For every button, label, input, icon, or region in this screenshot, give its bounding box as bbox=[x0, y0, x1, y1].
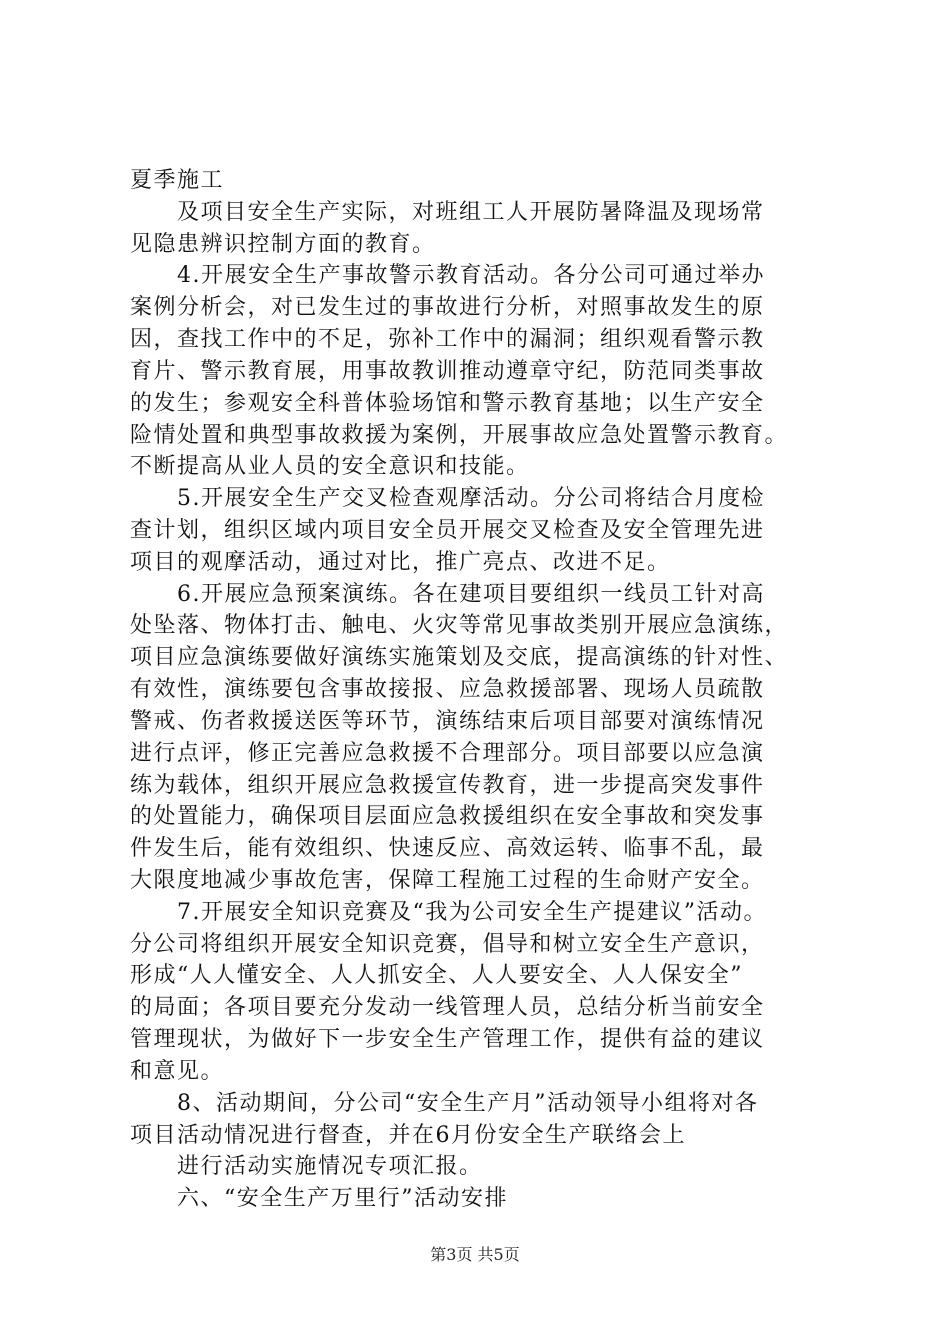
text-line: 见隐患辨识控制方面的教育。 bbox=[130, 232, 436, 257]
text-line: 夏季施工 bbox=[130, 168, 225, 193]
text-line: 案例分析会，对已发生过的事故进行分析，对照事故发生的原 bbox=[130, 295, 765, 320]
text-line: 有效性，演练要包含事故接报、应急救援部署、现场人员疏散 bbox=[130, 677, 765, 702]
text-line: 项目应急演练要做好演练实施策划及交底，提高演练的针对性、 bbox=[130, 645, 789, 670]
text-line: 的发生；参观安全科普体验场馆和警示教育基地；以生产安全 bbox=[130, 391, 765, 416]
text-line: 不断提高从业人员的安全意识和技能。 bbox=[130, 454, 530, 479]
text-line: 及项目安全生产实际，对班组工人开展防暑降温及现场常 bbox=[130, 200, 765, 225]
text-line: 5.开展安全生产交叉检查观摩活动。分公司将结合月度检 bbox=[130, 486, 765, 511]
text-line: 6.开展应急预案演练。各在建项目要组织一线员工针对高 bbox=[130, 582, 765, 607]
text-line: 六、“安全生产万里行”活动安排 bbox=[130, 1186, 508, 1211]
text-line: 练为载体，组织开展应急救援宣传教育，进一步提高突发事件 bbox=[130, 773, 765, 798]
text-line: 警戒、伤者救援送医等环节，演练结束后项目部要对演练情况 bbox=[130, 709, 765, 734]
text-line: 因，查找工作中的不足，弥补工作中的漏洞；组织观看警示教 bbox=[130, 327, 765, 352]
text-line: 的处置能力，确保项目层面应急救援组织在安全事故和突发事 bbox=[130, 804, 765, 829]
text-line: 大限度地减少事故危害，保障工程施工过程的生命财产安全。 bbox=[130, 868, 765, 893]
text-line: 4.开展安全生产事故警示教育活动。各分公司可通过举办 bbox=[130, 263, 765, 288]
text-line: 育片、警示教育展，用事故教训推动遵章守纪，防范同类事故 bbox=[130, 359, 765, 384]
text-line: 进行活动实施情况专项汇报。 bbox=[130, 1154, 483, 1179]
page-number-footer: 第3页 共5页 bbox=[430, 1245, 520, 1264]
text-line: 项目活动情况进行督查，并在6月份安全生产联络会上 bbox=[130, 1123, 686, 1148]
text-line: 处坠落、物体打击、触电、火灾等常见事故类别开展应急演练， bbox=[130, 613, 789, 638]
text-line: 分公司将组织开展安全知识竞赛，倡导和树立安全生产意识， bbox=[130, 932, 765, 957]
text-line: 8、活动期间，分公司“安全生产月”活动领导小组将对各 bbox=[130, 1091, 759, 1116]
text-line: 管理现状，为做好下一步安全生产管理工作，提供有益的建议 bbox=[130, 1027, 765, 1052]
text-line: 7.开展安全知识竞赛及“我为公司安全生产提建议”活动。 bbox=[130, 900, 767, 925]
text-line: 险情处置和典型事故救援为案例，开展事故应急处置警示教育。 bbox=[130, 423, 789, 448]
text-line: 和意见。 bbox=[130, 1059, 225, 1084]
text-line: 的局面；各项目要充分发动一线管理人员，总结分析当前安全 bbox=[130, 995, 765, 1020]
text-line: 项目的观摩活动，通过对比，推广亮点、改进不足。 bbox=[130, 550, 671, 575]
text-line: 查计划，组织区域内项目安全员开展交叉检查及安全管理先进 bbox=[130, 518, 765, 543]
text-line: 进行点评，修正完善应急救援不合理部分。项目部要以应急演 bbox=[130, 741, 765, 766]
text-line: 形成“人人懂安全、人人抓安全、人人要安全、人人保安全” bbox=[130, 963, 743, 988]
text-line: 件发生后，能有效组织、快速反应、高效运转、临事不乱，最 bbox=[130, 836, 765, 861]
